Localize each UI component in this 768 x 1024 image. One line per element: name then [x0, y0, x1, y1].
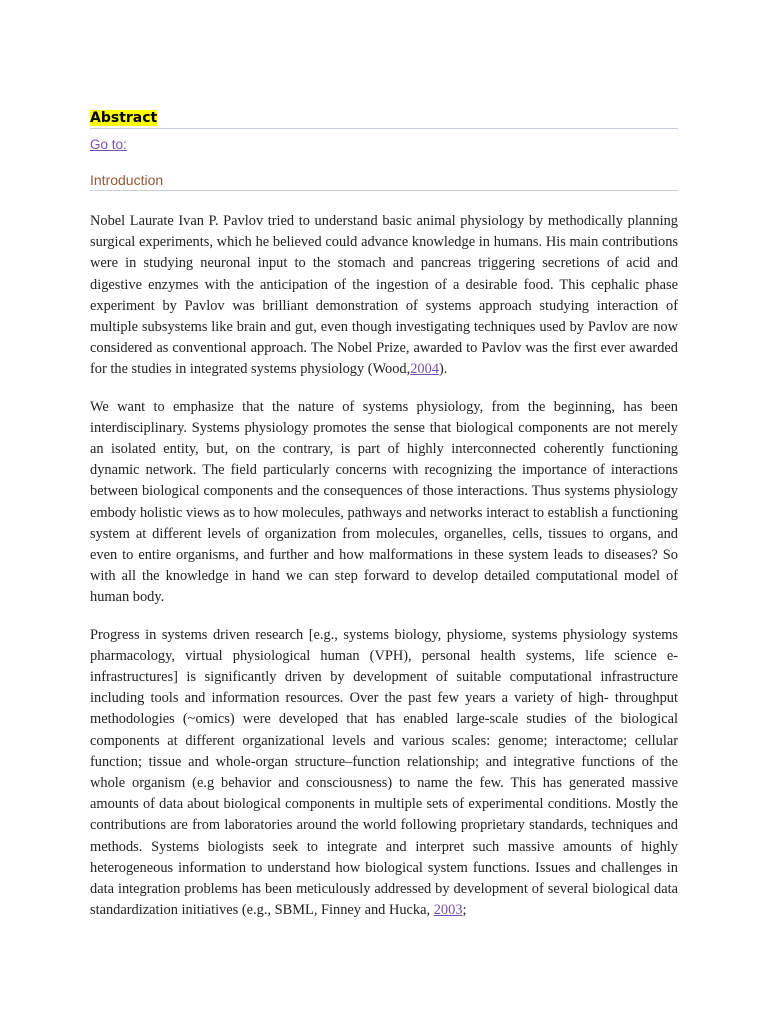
abstract-heading-text: Abstract — [90, 110, 158, 126]
article-page — [90, 108, 678, 938]
paragraph-text: We want to emphasize that the nature of systems physiology, from the beginning, has been interdisciplinary. Systems physiology promotes the sense that biological components are not merely an isolated entity, but, on the contrary, is part of highly interconnected coherently functioning dynamic network. The field particularly concerns with recognizing the importance of interactions between biological components and the consequences of those interactions. Thus systems physiology embody holistic views as to how molecules, pathways and networks interact to establish a functioning system at different levels of organization from molecules, organelles, cells, tissues to organs, and even to entire organisms, and further and how malformations in these system leads to diseases? So with all the knowledge in hand we can step forward to develop detailed computational model of human body. — [90, 398, 678, 606]
abstract-divider — [90, 128, 678, 129]
paragraph-text: Nobel Laurate Ivan P. Pavlov tried to understand basic animal physiology by methodically planning surgical experiments, which he believed could advance knowledge in humans. His main contributions were in studying neuronal input to the stomach and pancreas triggering secretions of acid and digestive enzymes with the anticipation of the ingestion of a desirable food. This cephalic phase experiment by Pavlov was brilliant demonstration of systems approach studying interaction of multiple subsystems like brain and gut, even though investigating techniques used by Pavlov are now considered as conventional approach. The Nobel Prize, awarded to Pavlov was the first ever awarded for the studies in integrated systems physiology (Wood, — [90, 213, 678, 378]
citation-link-wood-2004[interactable]: 2004 — [410, 361, 439, 378]
paragraph-1 — [90, 211, 678, 381]
paragraph-text: Progress in systems driven research [e.g., systems biology, physiome, systems physiology systems pharmacology, virtual physiological human (VPH), personal health systems, life science e-infrastructures] is significantly driven by development of suitable computational infrastructure including tools and information resources. Over the past few years a variety of high- throughput methodologies (~omics) were developed that has enabled large-scale studies of the biological components at different organizational levels and various scales: genome; interactome; cellular function; tissue and whole-organ structure–function relationship; and integrative functions of the whole organism (e.g behavior and consciousness) to name the few. This has generated massive amounts of data about biological components in multiple sets of experimental conditions. Mostly the contributions are from laboratories around the world following proprietary standards, techniques and methods. Systems biologists seek to integrate and interpret such massive amounts of highly heterogeneous information to understand how biological system functions. Issues and challenges in data integration problems has been meticulously addressed by development of several biological data standardization initiatives (e.g., SBML, Finney and Hucka, — [90, 626, 678, 919]
paragraph-trailing-text: ; — [462, 902, 467, 919]
paragraph-2 — [90, 397, 678, 609]
paragraph-trailing-text: ). — [438, 361, 448, 378]
abstract-heading — [90, 108, 678, 128]
introduction-heading: Introduction — [90, 172, 164, 188]
go-to-link[interactable]: Go to: — [90, 137, 127, 152]
introduction-divider — [90, 190, 678, 191]
paragraph-3 — [90, 625, 678, 922]
introduction-body — [90, 211, 678, 922]
citation-link-finney-hucka-2003[interactable]: 2003 — [433, 902, 463, 919]
